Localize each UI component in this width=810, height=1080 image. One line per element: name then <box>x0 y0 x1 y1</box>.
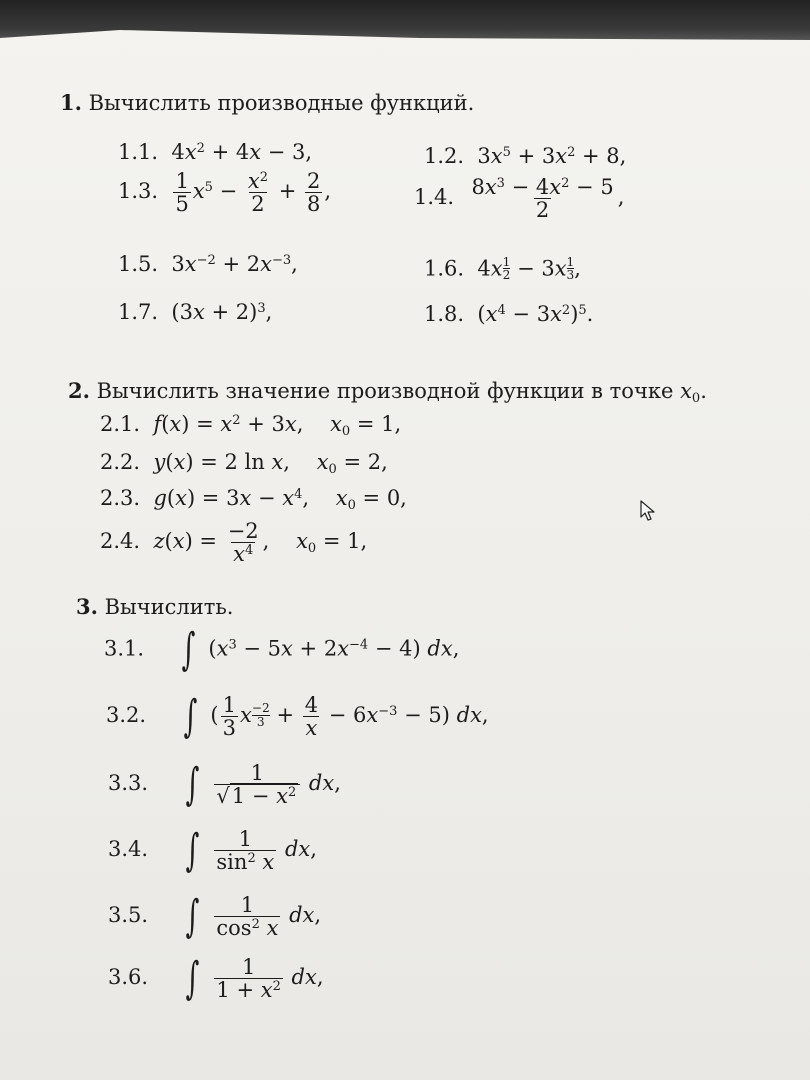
problem-3-4: 3.4. ∫ $\frac{1}{\sin^2 x}$ dx, <box>108 824 317 876</box>
problem-2-1: 2.1. $f(x) = x^2 + 3x$, $x_0 = 1$, <box>100 412 402 439</box>
section-1-heading: 1. Вычислить производные функций. <box>60 90 475 115</box>
problem-1-6: 1.6. 4x $\frac{1}{2}$ − 3x $\frac{1}{3}$ , <box>424 255 581 283</box>
problem-3-3: 3.3. ∫ $\frac{1}{√1 - x^2}$ dx, <box>108 758 341 810</box>
problem-3-2: 3.2. ∫ ( $\frac{1}{3}$ x $\frac{-2}{3}$ + $\frac{4}{x}$ − $6x^{-3} - 5$) dx, <box>106 690 489 742</box>
problem-2-4: 2.4. z(x) = $\frac{-2}{x^4}$ , $x_0 = 1$, <box>100 519 368 567</box>
section-3-heading: 3. Вычислить. <box>76 594 234 619</box>
problem-1-8: 1.8. $(x^4 - 3x^2)^5$. <box>424 302 594 326</box>
problem-1-5: 1.5. $3x^{-2} + 2x^{-3}$, <box>118 252 298 276</box>
problem-3-5: 3.5. ∫ $\frac{1}{\cos^2 x}$ dx, <box>108 890 322 942</box>
mouse-pointer-icon <box>640 500 656 522</box>
problem-3-1: 3.1. ∫ $(x^3 - 5x + 2x^{-4} - 4)$ dx, <box>104 624 460 675</box>
problem-3-6: 3.6. ∫ $\frac{1}{1 + x^2}$ dx, <box>108 952 324 1004</box>
problem-1-3: 1.3. $\frac{1}{5}$ $x^5$ − $\frac{x^2}{2}$ + $\frac{2}{8}$ , <box>118 169 332 217</box>
problem-1-7: 1.7. $(3x + 2)^3$, <box>118 300 273 324</box>
problem-1-4: 1.4. $\frac{8x^3 - 4x^2 - 5}{2}$ , <box>414 175 625 223</box>
problem-2-3: 2.3. $g(x) = 3x - x^4$, $x_0 = 0$, <box>100 486 407 513</box>
section-2-heading: 2. Вычислить значение производной функции в точке $x_0$. <box>68 378 707 406</box>
problem-1-2: 1.2. $3x^5 + 3x^2 + 8$, <box>424 144 627 168</box>
problem-2-2: 2.2. y(x) = 2 ln x, $x_0 = 2$, <box>100 450 388 477</box>
problem-1-1: 1.1. $4x^2 + 4x - 3$, <box>118 140 313 164</box>
